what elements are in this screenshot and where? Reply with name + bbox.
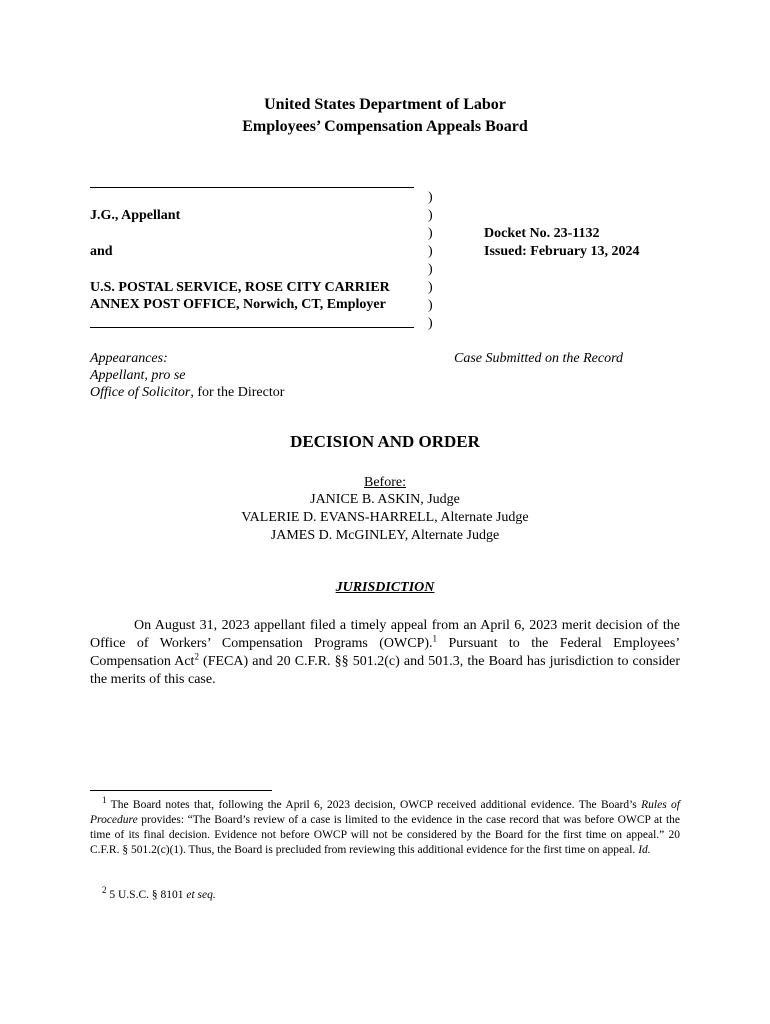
employer-line-1: U.S. POSTAL SERVICE, ROSE CITY CARRIER: [90, 280, 390, 295]
caption-paren: ): [428, 190, 433, 205]
employer-line-2: ANNEX POST OFFICE, Norwich, CT, Employer: [90, 297, 386, 312]
caption-paren: ): [428, 208, 433, 223]
footnote-text: Rules of Procedure: [90, 799, 680, 826]
footnote-1: [90, 795, 680, 858]
caption-paren: ): [428, 262, 433, 277]
agency-title: United States Department of Labor: [264, 96, 506, 113]
decision-title: DECISION AND ORDER: [290, 432, 480, 451]
caption-paren: ): [428, 226, 433, 241]
footnote-number: 1: [102, 795, 107, 806]
issued-date: Issued: February 13, 2024: [484, 244, 640, 259]
jurisdiction-text: On August 31, 2023 appellant filed a timely appeal from an April 6, 2023 merit decision of the Office of Workers’ Compensation Programs (OWCP).: [90, 618, 680, 651]
board-title: Employees’ Compensation Appeals Board: [242, 118, 528, 135]
footnote-text: provides: “The Board’s review of a case is limited to the evidence in the case record that was before OWCP at the time of its final decision. Evidence not before OWCP will not be considered by the Board for the first time on appeal.” 20 C.F.R. § 501.2(c)(1). Thus, the Board is precluded from reviewing this additional evidence for the first time on appeal.: [90, 814, 680, 856]
solicitor-office: Office of Solicitor: [90, 385, 191, 400]
footnote-text: 5 U.S.C. § 8101: [106, 889, 187, 901]
caption-rule-top: [90, 187, 414, 188]
before-label: Before:: [364, 475, 406, 490]
judge-name: JANICE B. ASKIN, Judge: [310, 492, 460, 507]
appellant-pro-se: Appellant, pro se: [90, 368, 186, 383]
docket-number: Docket No. 23-1132: [484, 226, 600, 241]
footnote-2: [90, 885, 680, 903]
judge-name: JAMES D. McGINLEY, Alternate Judge: [270, 528, 500, 543]
footnote-rule: [90, 790, 272, 791]
footnote-text: et seq.: [186, 889, 216, 901]
case-submitted: Case Submitted on the Record: [454, 351, 624, 366]
caption-paren: ): [428, 298, 433, 313]
caption-paren: ): [428, 280, 433, 295]
caption-rule-bottom: [90, 327, 414, 328]
jurisdiction-text: Pursuant to the Federal Employees’ Compensation Act: [90, 636, 680, 669]
footnote-ref: 1: [432, 633, 438, 644]
appellant-name: J.G., Appellant: [90, 208, 181, 223]
footnote-text: Id.: [638, 844, 651, 856]
jurisdiction-text: (FECA) and 20 C.F.R. §§ 501.2(c) and 501.3, the Board has jurisdiction to consider the merits of this case.: [90, 654, 680, 687]
jurisdiction-heading: JURISDICTION: [335, 580, 435, 595]
appearances-label: Appearances:: [90, 351, 168, 366]
solicitor-line: [90, 384, 284, 402]
footnote-number: 2: [102, 885, 107, 896]
jurisdiction-paragraph: [90, 617, 680, 689]
caption-paren: ): [428, 244, 433, 259]
judge-name: VALERIE D. EVANS-HARRELL, Alternate Judge: [241, 510, 529, 525]
footnote-ref: 2: [194, 651, 199, 662]
footnote-text: The Board notes that, following the April 6, 2023 decision, OWCP received additional evidence. The Board’s: [106, 799, 642, 811]
caption-paren: ): [428, 316, 433, 331]
solicitor-role: , for the Director: [190, 385, 285, 400]
caption-and: and: [90, 244, 113, 259]
